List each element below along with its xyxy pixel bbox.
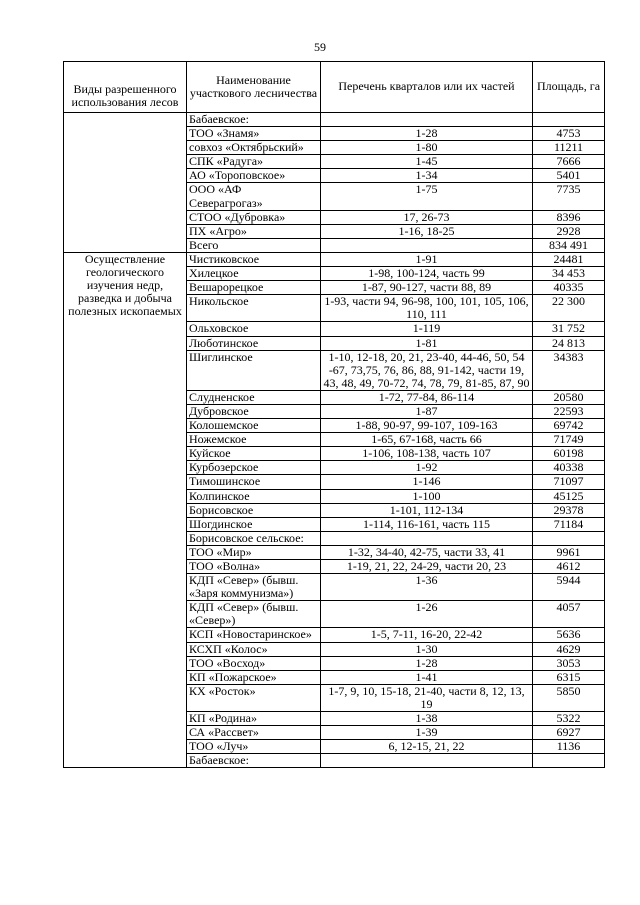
table-body: [64, 113, 605, 768]
table-header-row: [64, 62, 605, 113]
area-cell: [533, 754, 605, 768]
quarters-cell: 1-16, 18-25: [321, 224, 533, 238]
forestry-name-cell: ТОО «Знамя»: [187, 127, 321, 141]
quarters-cell: 1-91: [321, 252, 533, 266]
quarters-cell: 1-30: [321, 642, 533, 656]
table-row: [64, 252, 605, 266]
quarters-cell: 1-34: [321, 169, 533, 183]
area-cell: 71749: [533, 433, 605, 447]
page-number: 59: [314, 40, 326, 54]
quarters-cell: 1-119: [321, 322, 533, 336]
area-cell: 71184: [533, 517, 605, 531]
forestry-name-cell: ТОО «Восход»: [187, 656, 321, 670]
area-cell: 7735: [533, 183, 605, 210]
area-cell: 5850: [533, 684, 605, 711]
area-cell: 31 752: [533, 322, 605, 336]
quarters-cell: 1-26: [321, 601, 533, 628]
quarters-cell: 1-88, 90-97, 99-107, 109-163: [321, 419, 533, 433]
quarters-cell: 1-45: [321, 155, 533, 169]
header-quarters-list: Перечень кварталов или их частей: [321, 62, 533, 113]
table-row: [64, 113, 605, 127]
area-cell: 7666: [533, 155, 605, 169]
quarters-cell: [321, 754, 533, 768]
quarters-cell: 1-114, 116-161, часть 115: [321, 517, 533, 531]
forestry-name-cell: ТОО «Волна»: [187, 560, 321, 574]
forestry-name-cell: Ножемское: [187, 433, 321, 447]
area-cell: 5636: [533, 628, 605, 642]
area-cell: 29378: [533, 503, 605, 517]
forestry-name-cell: Шогдинское: [187, 517, 321, 531]
forestry-name-cell: Борисовское сельское:: [187, 531, 321, 545]
area-cell: 34383: [533, 350, 605, 390]
forestry-name-cell: ТОО «Мир»: [187, 545, 321, 559]
area-cell: 8396: [533, 210, 605, 224]
forestry-name-cell: Ольховское: [187, 322, 321, 336]
area-cell: 2928: [533, 224, 605, 238]
quarters-cell: [321, 531, 533, 545]
quarters-cell: 1-7, 9, 10, 15-18, 21-40, части 8, 12, 13, 19: [321, 684, 533, 711]
area-cell: 5322: [533, 712, 605, 726]
forestry-name-cell: Дубровское: [187, 404, 321, 418]
area-cell: 60198: [533, 447, 605, 461]
area-cell: [533, 113, 605, 127]
area-cell: 24 813: [533, 336, 605, 350]
quarters-cell: 1-32, 34-40, 42-75, части 33, 41: [321, 545, 533, 559]
quarters-cell: 1-98, 100-124, часть 99: [321, 267, 533, 281]
quarters-cell: 1-81: [321, 336, 533, 350]
area-cell: 69742: [533, 419, 605, 433]
quarters-cell: [321, 238, 533, 252]
forestry-name-cell: Куйское: [187, 447, 321, 461]
quarters-cell: 6, 12-15, 21, 22: [321, 740, 533, 754]
quarters-cell: 1-38: [321, 712, 533, 726]
forestry-name-cell: Вешарорецкое: [187, 281, 321, 295]
forestry-name-cell: ООО «АФ Северагрогаз»: [187, 183, 321, 210]
quarters-cell: 1-41: [321, 670, 533, 684]
area-cell: 22593: [533, 404, 605, 418]
quarters-cell: [321, 113, 533, 127]
forestry-name-cell: Никольское: [187, 295, 321, 322]
forestry-name-cell: Колошемское: [187, 419, 321, 433]
quarters-cell: 1-106, 108-138, часть 107: [321, 447, 533, 461]
header-forestry-name: Наименование участкового лесничества: [187, 62, 321, 113]
forestry-name-cell: ТОО «Луч»: [187, 740, 321, 754]
forestry-name-cell: Чистиковское: [187, 252, 321, 266]
header-area: Площадь, га: [533, 62, 605, 113]
area-cell: 4629: [533, 642, 605, 656]
quarters-cell: 1-10, 12-18, 20, 21, 23-40, 44-46, 50, 54 -67, 73,75, 76, 86, 88, 91-142, части 19, 43, 48, 49, 70-72, 74, 78, 79, 81-85, 87, 90: [321, 350, 533, 390]
forestry-name-cell: СТОО «Дубровка»: [187, 210, 321, 224]
use-type-cell: Осуществление геологического изучения недр, разведка и добыча полезных ископаемых: [64, 252, 187, 767]
quarters-cell: 1-5, 7-11, 16-20, 22-42: [321, 628, 533, 642]
forestry-name-cell: Борисовское: [187, 503, 321, 517]
quarters-cell: 1-93, части 94, 96-98, 100, 101, 105, 106, 110, 111: [321, 295, 533, 322]
area-cell: 71097: [533, 475, 605, 489]
area-cell: 5944: [533, 574, 605, 601]
forestry-name-cell: Курбозерское: [187, 461, 321, 475]
quarters-cell: 1-36: [321, 574, 533, 601]
quarters-cell: 1-28: [321, 127, 533, 141]
forestry-name-cell: Хилецкое: [187, 267, 321, 281]
quarters-cell: 1-72, 77-84, 86-114: [321, 390, 533, 404]
area-cell: 20580: [533, 390, 605, 404]
quarters-cell: 1-19, 21, 22, 24-29, части 20, 23: [321, 560, 533, 574]
use-type-cell: [64, 113, 187, 253]
area-cell: 40335: [533, 281, 605, 295]
forestry-name-cell: Слудненское: [187, 390, 321, 404]
forestry-name-cell: Шиглинское: [187, 350, 321, 390]
area-cell: 22 300: [533, 295, 605, 322]
area-cell: 5401: [533, 169, 605, 183]
forestry-name-cell: Колпинское: [187, 489, 321, 503]
forestry-name-cell: КДП «Север» (бывш. «Север»): [187, 601, 321, 628]
area-cell: 1136: [533, 740, 605, 754]
forest-use-table: [63, 61, 605, 768]
area-cell: 24481: [533, 252, 605, 266]
area-cell: 9961: [533, 545, 605, 559]
quarters-cell: 1-87, 90-127, части 88, 89: [321, 281, 533, 295]
forestry-name-cell: Люботинское: [187, 336, 321, 350]
quarters-cell: 1-39: [321, 726, 533, 740]
quarters-cell: 1-80: [321, 141, 533, 155]
quarters-cell: 1-28: [321, 656, 533, 670]
forestry-name-cell: Бабаевское:: [187, 754, 321, 768]
forestry-name-cell: КП «Родина»: [187, 712, 321, 726]
forestry-name-cell: КХ «Росток»: [187, 684, 321, 711]
area-cell: 6927: [533, 726, 605, 740]
quarters-cell: 1-100: [321, 489, 533, 503]
quarters-cell: 1-75: [321, 183, 533, 210]
header-use-type: Виды разрешенного использования лесов: [64, 62, 187, 113]
forestry-name-cell: АО «Тороповское»: [187, 169, 321, 183]
quarters-cell: 1-146: [321, 475, 533, 489]
area-cell: 11211: [533, 141, 605, 155]
area-cell: 834 491: [533, 238, 605, 252]
area-cell: 45125: [533, 489, 605, 503]
quarters-cell: 17, 26-73: [321, 210, 533, 224]
quarters-cell: 1-65, 67-168, часть 66: [321, 433, 533, 447]
area-cell: [533, 531, 605, 545]
quarters-cell: 1-101, 112-134: [321, 503, 533, 517]
forestry-name-cell: совхоз «Октябрьский»: [187, 141, 321, 155]
forestry-name-cell: ПХ «Агро»: [187, 224, 321, 238]
area-cell: 4612: [533, 560, 605, 574]
area-cell: 34 453: [533, 267, 605, 281]
area-cell: 4057: [533, 601, 605, 628]
forestry-name-cell: Всего: [187, 238, 321, 252]
forestry-name-cell: Тимошинское: [187, 475, 321, 489]
quarters-cell: 1-92: [321, 461, 533, 475]
area-cell: 3053: [533, 656, 605, 670]
area-cell: 4753: [533, 127, 605, 141]
forestry-name-cell: КСХП «Колос»: [187, 642, 321, 656]
forestry-name-cell: КДП «Север» (бывш. «Заря коммунизма»): [187, 574, 321, 601]
area-cell: 6315: [533, 670, 605, 684]
quarters-cell: 1-87: [321, 404, 533, 418]
forestry-name-cell: Бабаевское:: [187, 113, 321, 127]
forestry-name-cell: СА «Рассвет»: [187, 726, 321, 740]
area-cell: 40338: [533, 461, 605, 475]
forestry-name-cell: КСП «Новостаринское»: [187, 628, 321, 642]
forestry-name-cell: КП «Пожарское»: [187, 670, 321, 684]
forestry-name-cell: СПК «Радуга»: [187, 155, 321, 169]
